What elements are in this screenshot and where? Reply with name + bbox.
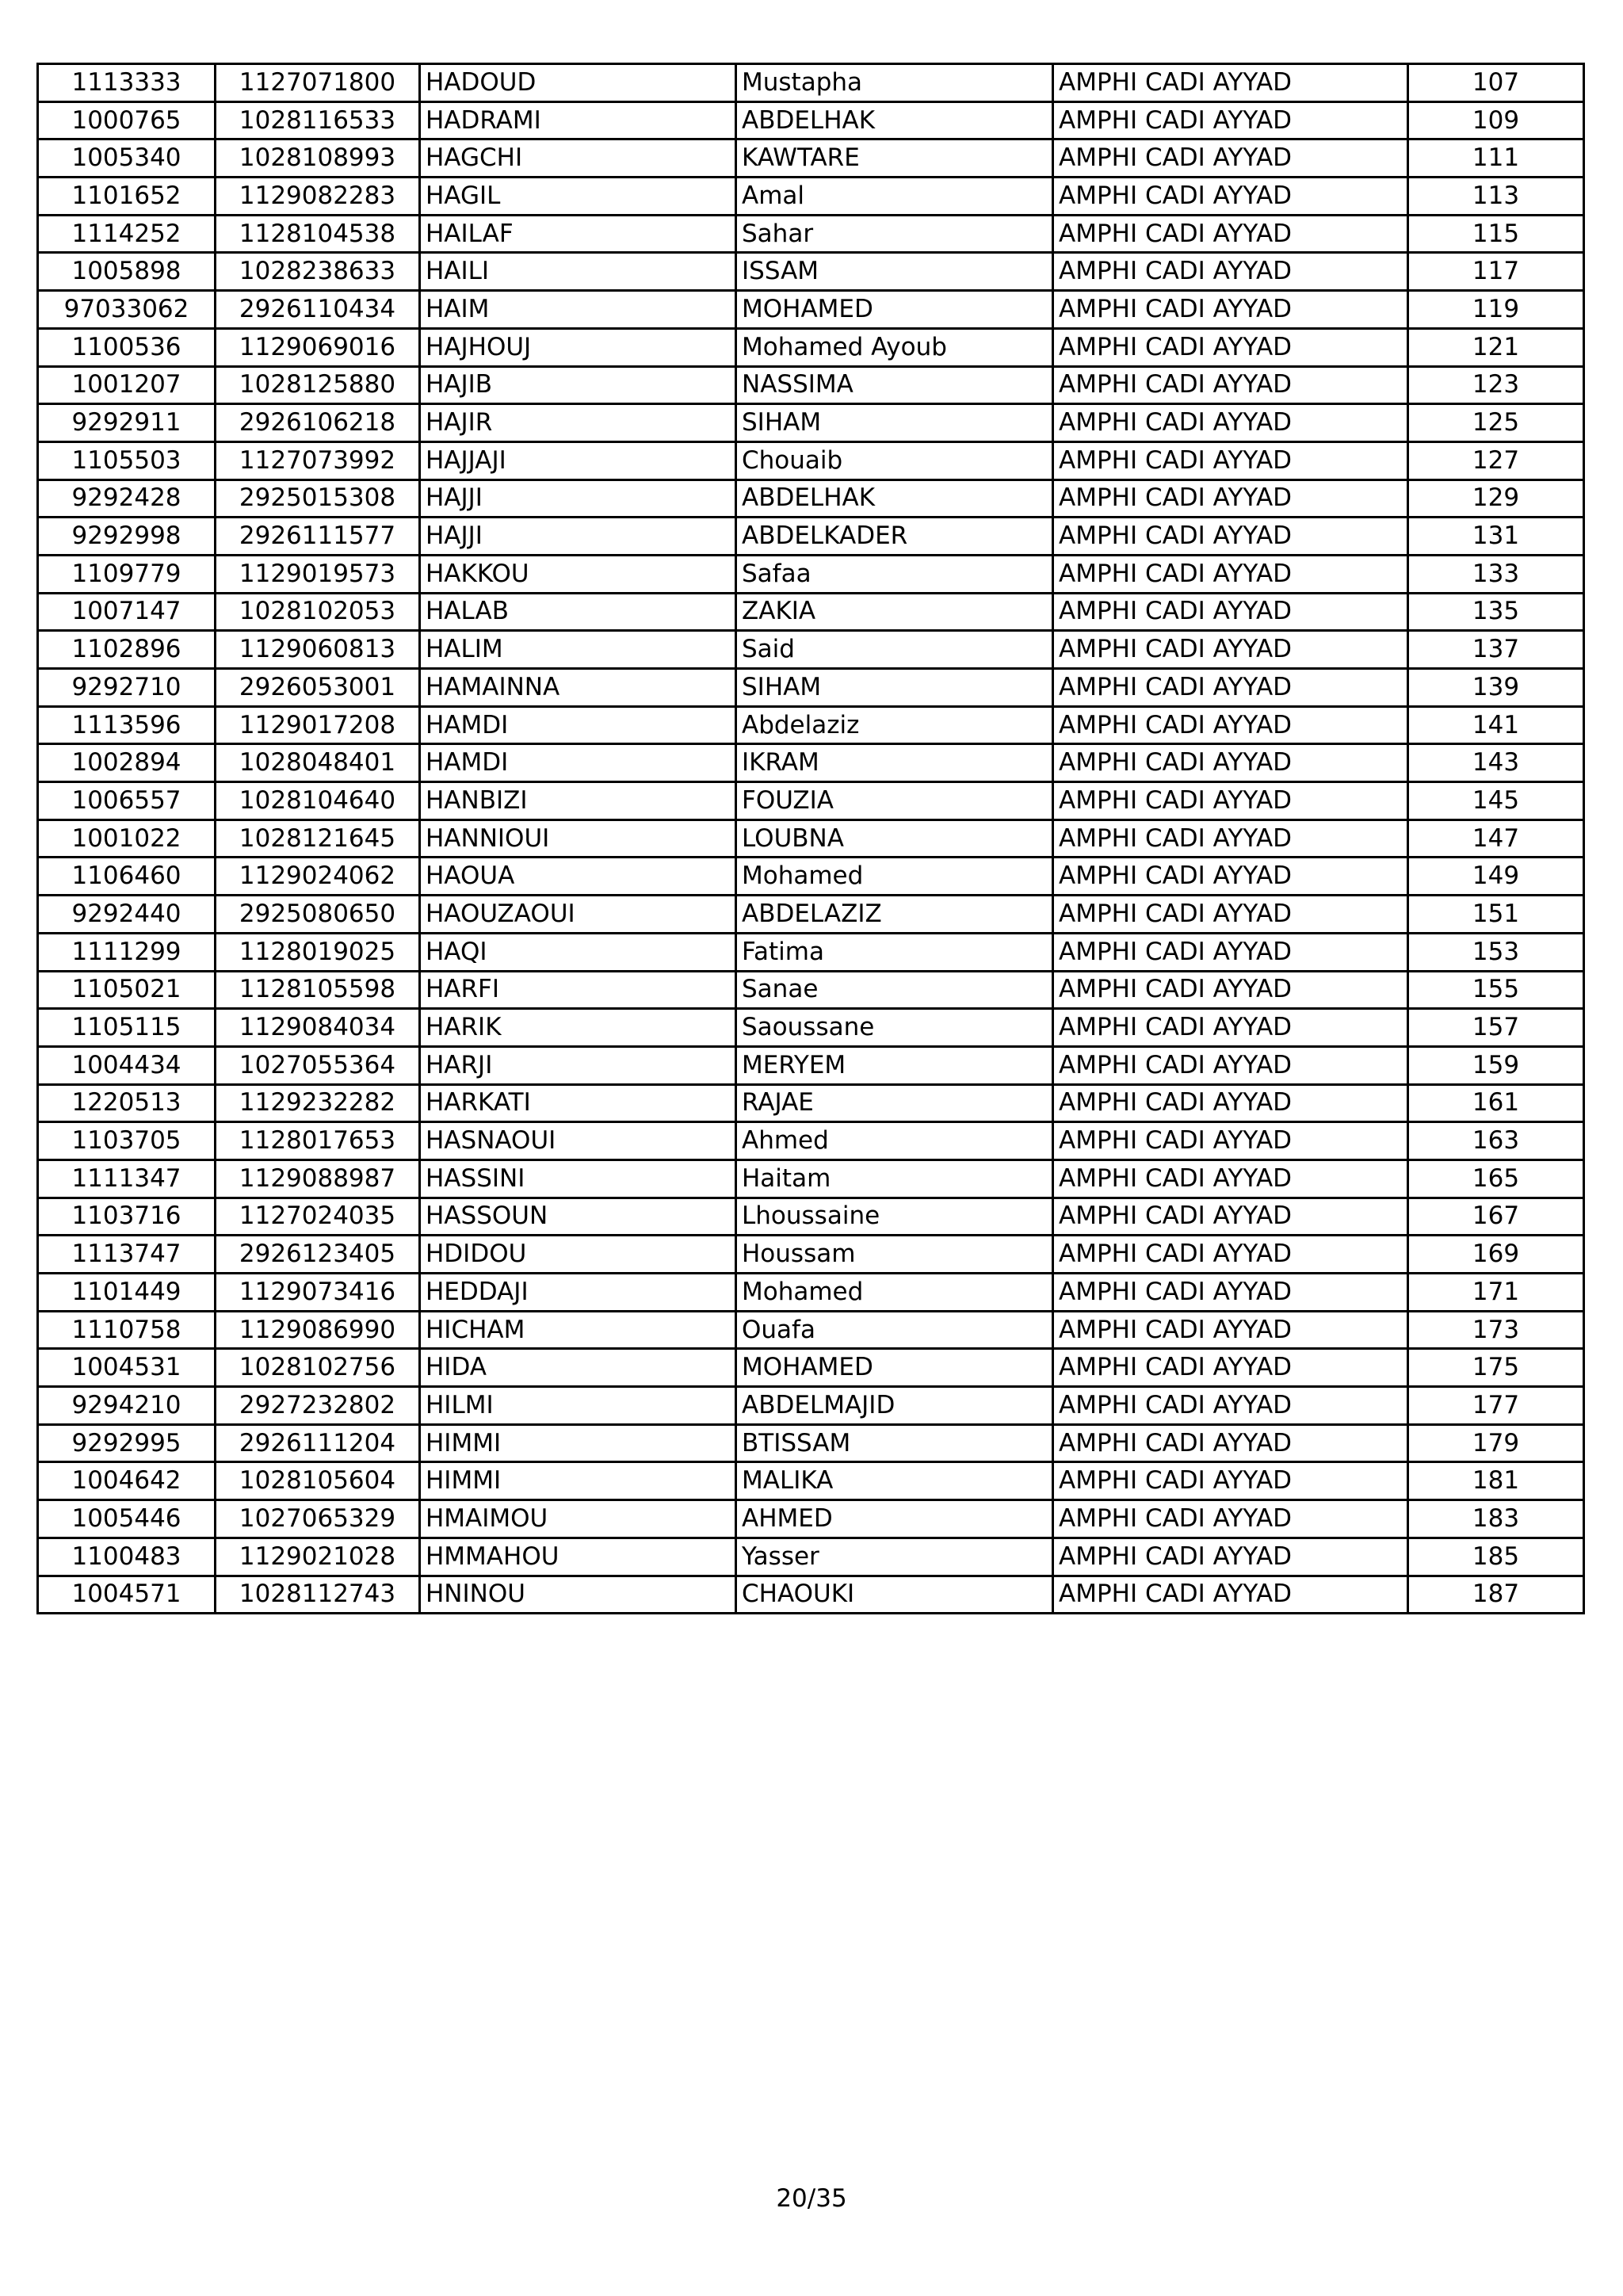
first-name-cell: ABDELKADER: [736, 518, 1053, 556]
seat-number-cell: 115: [1408, 215, 1584, 253]
massar-code-cell: 1129060813: [216, 631, 420, 669]
table-row: [38, 1424, 1584, 1462]
exam-room-cell: AMPHI CADI AYYAD: [1053, 215, 1408, 253]
exam-room-cell: AMPHI CADI AYYAD: [1053, 178, 1408, 216]
first-name-cell: Mustapha: [736, 64, 1053, 102]
last-name-cell: HAIM: [420, 291, 736, 329]
last-name-cell: HMAIMOU: [420, 1500, 736, 1538]
massar-code-cell: 1027055364: [216, 1046, 420, 1084]
exam-room-cell: AMPHI CADI AYYAD: [1053, 782, 1408, 820]
student-id-cell: 1100483: [38, 1538, 216, 1576]
student-id-cell: 97033062: [38, 291, 216, 329]
exam-room-cell: AMPHI CADI AYYAD: [1053, 518, 1408, 556]
last-name-cell: HALAB: [420, 593, 736, 631]
last-name-cell: HIMMI: [420, 1424, 736, 1462]
massar-code-cell: 1129082283: [216, 178, 420, 216]
student-id-cell: 1110758: [38, 1311, 216, 1349]
massar-code-cell: 1129084034: [216, 1009, 420, 1047]
student-id-cell: 9294210: [38, 1387, 216, 1425]
first-name-cell: ABDELAZIZ: [736, 896, 1053, 934]
first-name-cell: MOHAMED: [736, 291, 1053, 329]
last-name-cell: HAMDI: [420, 706, 736, 744]
seat-number-cell: 183: [1408, 1500, 1584, 1538]
seat-number-cell: 131: [1408, 518, 1584, 556]
first-name-cell: LOUBNA: [736, 819, 1053, 858]
exam-room-cell: AMPHI CADI AYYAD: [1053, 1122, 1408, 1160]
first-name-cell: ISSAM: [736, 253, 1053, 291]
seat-number-cell: 169: [1408, 1236, 1584, 1274]
seat-number-cell: 181: [1408, 1462, 1584, 1500]
massar-code-cell: 1129086990: [216, 1311, 420, 1349]
massar-code-cell: 1129088987: [216, 1159, 420, 1198]
first-name-cell: Mohamed: [736, 858, 1053, 896]
seat-number-cell: 161: [1408, 1084, 1584, 1122]
seat-number-cell: 139: [1408, 669, 1584, 707]
seat-number-cell: 171: [1408, 1274, 1584, 1312]
table-row: [38, 1576, 1584, 1614]
first-name-cell: RAJAE: [736, 1084, 1053, 1122]
last-name-cell: HARFI: [420, 971, 736, 1009]
exam-room-cell: AMPHI CADI AYYAD: [1053, 441, 1408, 479]
first-name-cell: Ahmed: [736, 1122, 1053, 1160]
first-name-cell: ABDELHAK: [736, 479, 1053, 518]
exam-room-cell: AMPHI CADI AYYAD: [1053, 669, 1408, 707]
student-id-cell: 1007147: [38, 593, 216, 631]
massar-code-cell: 1127073992: [216, 441, 420, 479]
exam-room-cell: AMPHI CADI AYYAD: [1053, 1236, 1408, 1274]
first-name-cell: SIHAM: [736, 669, 1053, 707]
student-roster-table: [36, 63, 1585, 1614]
exam-room-cell: AMPHI CADI AYYAD: [1053, 101, 1408, 139]
table-row: [38, 593, 1584, 631]
student-id-cell: 9292995: [38, 1424, 216, 1462]
seat-number-cell: 133: [1408, 555, 1584, 593]
massar-code-cell: 1129069016: [216, 328, 420, 366]
student-id-cell: 1105503: [38, 441, 216, 479]
last-name-cell: HNINOU: [420, 1576, 736, 1614]
last-name-cell: HASSINI: [420, 1159, 736, 1198]
table-row: [38, 896, 1584, 934]
last-name-cell: HIMMI: [420, 1462, 736, 1500]
exam-room-cell: AMPHI CADI AYYAD: [1053, 1311, 1408, 1349]
massar-code-cell: 2926123405: [216, 1236, 420, 1274]
massar-code-cell: 1028048401: [216, 744, 420, 782]
last-name-cell: HDIDOU: [420, 1236, 736, 1274]
table-row: [38, 744, 1584, 782]
last-name-cell: HAGIL: [420, 178, 736, 216]
exam-room-cell: AMPHI CADI AYYAD: [1053, 1349, 1408, 1387]
last-name-cell: HARKATI: [420, 1084, 736, 1122]
table-row: [38, 253, 1584, 291]
massar-code-cell: 1129024062: [216, 858, 420, 896]
massar-code-cell: 1129232282: [216, 1084, 420, 1122]
table-row: [38, 1387, 1584, 1425]
student-id-cell: 1004531: [38, 1349, 216, 1387]
student-id-cell: 9292710: [38, 669, 216, 707]
student-id-cell: 1220513: [38, 1084, 216, 1122]
first-name-cell: Amal: [736, 178, 1053, 216]
table-row: [38, 404, 1584, 442]
exam-room-cell: AMPHI CADI AYYAD: [1053, 971, 1408, 1009]
seat-number-cell: 135: [1408, 593, 1584, 631]
massar-code-cell: 1128017653: [216, 1122, 420, 1160]
seat-number-cell: 163: [1408, 1122, 1584, 1160]
massar-code-cell: 1128019025: [216, 933, 420, 971]
first-name-cell: FOUZIA: [736, 782, 1053, 820]
student-id-cell: 9292998: [38, 518, 216, 556]
seat-number-cell: 167: [1408, 1198, 1584, 1236]
massar-code-cell: 1028238633: [216, 253, 420, 291]
student-id-cell: 1001022: [38, 819, 216, 858]
exam-room-cell: AMPHI CADI AYYAD: [1053, 933, 1408, 971]
table-row: [38, 1159, 1584, 1198]
exam-room-cell: AMPHI CADI AYYAD: [1053, 1576, 1408, 1614]
first-name-cell: Haitam: [736, 1159, 1053, 1198]
last-name-cell: HAGCHI: [420, 139, 736, 178]
student-id-cell: 1109779: [38, 555, 216, 593]
roster-table-body: [38, 64, 1584, 1614]
student-id-cell: 1002894: [38, 744, 216, 782]
table-row: [38, 1084, 1584, 1122]
table-row: [38, 215, 1584, 253]
exam-room-cell: AMPHI CADI AYYAD: [1053, 366, 1408, 404]
student-id-cell: 1114252: [38, 215, 216, 253]
massar-code-cell: 2926111204: [216, 1424, 420, 1462]
first-name-cell: Mohamed Ayoub: [736, 328, 1053, 366]
table-row: [38, 1198, 1584, 1236]
first-name-cell: KAWTARE: [736, 139, 1053, 178]
first-name-cell: Fatima: [736, 933, 1053, 971]
massar-code-cell: 2927232802: [216, 1387, 420, 1425]
last-name-cell: HAILAF: [420, 215, 736, 253]
massar-code-cell: 1028112743: [216, 1576, 420, 1614]
last-name-cell: HIDA: [420, 1349, 736, 1387]
seat-number-cell: 177: [1408, 1387, 1584, 1425]
massar-code-cell: 2925080650: [216, 896, 420, 934]
massar-code-cell: 2925015308: [216, 479, 420, 518]
table-row: [38, 178, 1584, 216]
last-name-cell: HARJI: [420, 1046, 736, 1084]
last-name-cell: HAMDI: [420, 744, 736, 782]
exam-room-cell: AMPHI CADI AYYAD: [1053, 593, 1408, 631]
seat-number-cell: 159: [1408, 1046, 1584, 1084]
seat-number-cell: 107: [1408, 64, 1584, 102]
first-name-cell: Houssam: [736, 1236, 1053, 1274]
exam-room-cell: AMPHI CADI AYYAD: [1053, 1084, 1408, 1122]
massar-code-cell: 2926111577: [216, 518, 420, 556]
student-id-cell: 9292911: [38, 404, 216, 442]
table-row: [38, 328, 1584, 366]
table-row: [38, 1009, 1584, 1047]
student-id-cell: 1106460: [38, 858, 216, 896]
seat-number-cell: 125: [1408, 404, 1584, 442]
student-id-cell: 1004571: [38, 1576, 216, 1614]
student-id-cell: 9292428: [38, 479, 216, 518]
first-name-cell: Lhoussaine: [736, 1198, 1053, 1236]
exam-room-cell: AMPHI CADI AYYAD: [1053, 291, 1408, 329]
massar-code-cell: 1028108993: [216, 139, 420, 178]
student-id-cell: 1005340: [38, 139, 216, 178]
table-row: [38, 441, 1584, 479]
first-name-cell: NASSIMA: [736, 366, 1053, 404]
last-name-cell: HANNIOUI: [420, 819, 736, 858]
student-id-cell: 1006557: [38, 782, 216, 820]
massar-code-cell: 2926053001: [216, 669, 420, 707]
table-row: [38, 1311, 1584, 1349]
last-name-cell: HICHAM: [420, 1311, 736, 1349]
massar-code-cell: 1127071800: [216, 64, 420, 102]
seat-number-cell: 185: [1408, 1538, 1584, 1576]
seat-number-cell: 109: [1408, 101, 1584, 139]
exam-room-cell: AMPHI CADI AYYAD: [1053, 404, 1408, 442]
first-name-cell: BTISSAM: [736, 1424, 1053, 1462]
student-id-cell: 1101652: [38, 178, 216, 216]
seat-number-cell: 165: [1408, 1159, 1584, 1198]
first-name-cell: Safaa: [736, 555, 1053, 593]
first-name-cell: MOHAMED: [736, 1349, 1053, 1387]
first-name-cell: Saoussane: [736, 1009, 1053, 1047]
last-name-cell: HASSOUN: [420, 1198, 736, 1236]
massar-code-cell: 1128105598: [216, 971, 420, 1009]
massar-code-cell: 1129019573: [216, 555, 420, 593]
exam-room-cell: AMPHI CADI AYYAD: [1053, 1387, 1408, 1425]
last-name-cell: HAJJI: [420, 479, 736, 518]
seat-number-cell: 137: [1408, 631, 1584, 669]
exam-room-cell: AMPHI CADI AYYAD: [1053, 1159, 1408, 1198]
last-name-cell: HAKKOU: [420, 555, 736, 593]
table-row: [38, 1538, 1584, 1576]
exam-room-cell: AMPHI CADI AYYAD: [1053, 253, 1408, 291]
seat-number-cell: 143: [1408, 744, 1584, 782]
first-name-cell: SIHAM: [736, 404, 1053, 442]
seat-number-cell: 119: [1408, 291, 1584, 329]
student-id-cell: 1100536: [38, 328, 216, 366]
massar-code-cell: 1128104538: [216, 215, 420, 253]
table-row: [38, 971, 1584, 1009]
last-name-cell: HEDDAJI: [420, 1274, 736, 1312]
exam-room-cell: AMPHI CADI AYYAD: [1053, 1500, 1408, 1538]
table-row: [38, 782, 1584, 820]
last-name-cell: HILMI: [420, 1387, 736, 1425]
massar-code-cell: 2926106218: [216, 404, 420, 442]
last-name-cell: HAILI: [420, 253, 736, 291]
student-id-cell: 1004642: [38, 1462, 216, 1500]
table-row: [38, 1274, 1584, 1312]
last-name-cell: HASNAOUI: [420, 1122, 736, 1160]
last-name-cell: HADOUD: [420, 64, 736, 102]
table-row: [38, 706, 1584, 744]
table-row: [38, 518, 1584, 556]
exam-room-cell: AMPHI CADI AYYAD: [1053, 631, 1408, 669]
table-row: [38, 1236, 1584, 1274]
exam-room-cell: AMPHI CADI AYYAD: [1053, 706, 1408, 744]
student-id-cell: 1111299: [38, 933, 216, 971]
massar-code-cell: 1028102756: [216, 1349, 420, 1387]
first-name-cell: Abdelaziz: [736, 706, 1053, 744]
seat-number-cell: 175: [1408, 1349, 1584, 1387]
student-id-cell: 1113333: [38, 64, 216, 102]
massar-code-cell: 1129021028: [216, 1538, 420, 1576]
exam-room-cell: AMPHI CADI AYYAD: [1053, 896, 1408, 934]
massar-code-cell: 1028125880: [216, 366, 420, 404]
table-row: [38, 479, 1584, 518]
seat-number-cell: 155: [1408, 971, 1584, 1009]
last-name-cell: HARIK: [420, 1009, 736, 1047]
first-name-cell: AHMED: [736, 1500, 1053, 1538]
massar-code-cell: 1028121645: [216, 819, 420, 858]
seat-number-cell: 187: [1408, 1576, 1584, 1614]
student-id-cell: 1113596: [38, 706, 216, 744]
table-row: [38, 858, 1584, 896]
seat-number-cell: 129: [1408, 479, 1584, 518]
last-name-cell: HAJIB: [420, 366, 736, 404]
student-id-cell: 1102896: [38, 631, 216, 669]
student-id-cell: 1005898: [38, 253, 216, 291]
table-row: [38, 291, 1584, 329]
table-row: [38, 933, 1584, 971]
seat-number-cell: 173: [1408, 1311, 1584, 1349]
student-id-cell: 1001207: [38, 366, 216, 404]
last-name-cell: HAJIR: [420, 404, 736, 442]
first-name-cell: ABDELHAK: [736, 101, 1053, 139]
first-name-cell: ZAKIA: [736, 593, 1053, 631]
table-row: [38, 101, 1584, 139]
first-name-cell: ABDELMAJID: [736, 1387, 1053, 1425]
seat-number-cell: 111: [1408, 139, 1584, 178]
first-name-cell: Sanae: [736, 971, 1053, 1009]
table-row: [38, 819, 1584, 858]
massar-code-cell: 1028116533: [216, 101, 420, 139]
exam-room-cell: AMPHI CADI AYYAD: [1053, 1462, 1408, 1500]
exam-room-cell: AMPHI CADI AYYAD: [1053, 1424, 1408, 1462]
table-row: [38, 366, 1584, 404]
seat-number-cell: 153: [1408, 933, 1584, 971]
page-number: 20/35: [776, 2184, 847, 2213]
exam-room-cell: AMPHI CADI AYYAD: [1053, 479, 1408, 518]
seat-number-cell: 149: [1408, 858, 1584, 896]
student-id-cell: 1113747: [38, 1236, 216, 1274]
student-id-cell: 1005446: [38, 1500, 216, 1538]
exam-room-cell: AMPHI CADI AYYAD: [1053, 1538, 1408, 1576]
table-row: [38, 669, 1584, 707]
massar-code-cell: 1129017208: [216, 706, 420, 744]
massar-code-cell: 1129073416: [216, 1274, 420, 1312]
seat-number-cell: 123: [1408, 366, 1584, 404]
student-id-cell: 1105115: [38, 1009, 216, 1047]
first-name-cell: MALIKA: [736, 1462, 1053, 1500]
last-name-cell: HAMAINNA: [420, 669, 736, 707]
exam-room-cell: AMPHI CADI AYYAD: [1053, 819, 1408, 858]
massar-code-cell: 1028104640: [216, 782, 420, 820]
seat-number-cell: 113: [1408, 178, 1584, 216]
first-name-cell: Ouafa: [736, 1311, 1053, 1349]
student-id-cell: 1105021: [38, 971, 216, 1009]
massar-code-cell: 1027065329: [216, 1500, 420, 1538]
seat-number-cell: 117: [1408, 253, 1584, 291]
last-name-cell: HAOUZAOUI: [420, 896, 736, 934]
last-name-cell: HAJJI: [420, 518, 736, 556]
last-name-cell: HAJJAJI: [420, 441, 736, 479]
table-row: [38, 139, 1584, 178]
table-row: [38, 1046, 1584, 1084]
seat-number-cell: 145: [1408, 782, 1584, 820]
table-row: [38, 631, 1584, 669]
first-name-cell: Yasser: [736, 1538, 1053, 1576]
seat-number-cell: 151: [1408, 896, 1584, 934]
seat-number-cell: 147: [1408, 819, 1584, 858]
last-name-cell: HAOUA: [420, 858, 736, 896]
last-name-cell: HAJHOUJ: [420, 328, 736, 366]
massar-code-cell: 1127024035: [216, 1198, 420, 1236]
exam-room-cell: AMPHI CADI AYYAD: [1053, 139, 1408, 178]
seat-number-cell: 121: [1408, 328, 1584, 366]
first-name-cell: Sahar: [736, 215, 1053, 253]
seat-number-cell: 157: [1408, 1009, 1584, 1047]
student-id-cell: 1103716: [38, 1198, 216, 1236]
exam-room-cell: AMPHI CADI AYYAD: [1053, 328, 1408, 366]
massar-code-cell: 2926110434: [216, 291, 420, 329]
student-id-cell: 1103705: [38, 1122, 216, 1160]
table-row: [38, 555, 1584, 593]
massar-code-cell: 1028102053: [216, 593, 420, 631]
exam-room-cell: AMPHI CADI AYYAD: [1053, 858, 1408, 896]
first-name-cell: MERYEM: [736, 1046, 1053, 1084]
first-name-cell: Mohamed: [736, 1274, 1053, 1312]
first-name-cell: IKRAM: [736, 744, 1053, 782]
exam-room-cell: AMPHI CADI AYYAD: [1053, 555, 1408, 593]
seat-number-cell: 127: [1408, 441, 1584, 479]
exam-room-cell: AMPHI CADI AYYAD: [1053, 1009, 1408, 1047]
table-row: [38, 1500, 1584, 1538]
student-id-cell: 1101449: [38, 1274, 216, 1312]
seat-number-cell: 141: [1408, 706, 1584, 744]
massar-code-cell: 1028105604: [216, 1462, 420, 1500]
first-name-cell: Chouaib: [736, 441, 1053, 479]
student-id-cell: 1111347: [38, 1159, 216, 1198]
student-id-cell: 9292440: [38, 896, 216, 934]
first-name-cell: Said: [736, 631, 1053, 669]
student-id-cell: 1000765: [38, 101, 216, 139]
last-name-cell: HMMAHOU: [420, 1538, 736, 1576]
exam-room-cell: AMPHI CADI AYYAD: [1053, 744, 1408, 782]
seat-number-cell: 179: [1408, 1424, 1584, 1462]
student-id-cell: 1004434: [38, 1046, 216, 1084]
last-name-cell: HANBIZI: [420, 782, 736, 820]
exam-room-cell: AMPHI CADI AYYAD: [1053, 1198, 1408, 1236]
last-name-cell: HADRAMI: [420, 101, 736, 139]
exam-room-cell: AMPHI CADI AYYAD: [1053, 1274, 1408, 1312]
first-name-cell: CHAOUKI: [736, 1576, 1053, 1614]
table-row: [38, 64, 1584, 102]
exam-room-cell: AMPHI CADI AYYAD: [1053, 1046, 1408, 1084]
last-name-cell: HAQI: [420, 933, 736, 971]
table-row: [38, 1462, 1584, 1500]
exam-room-cell: AMPHI CADI AYYAD: [1053, 64, 1408, 102]
last-name-cell: HALIM: [420, 631, 736, 669]
table-row: [38, 1349, 1584, 1387]
table-row: [38, 1122, 1584, 1160]
